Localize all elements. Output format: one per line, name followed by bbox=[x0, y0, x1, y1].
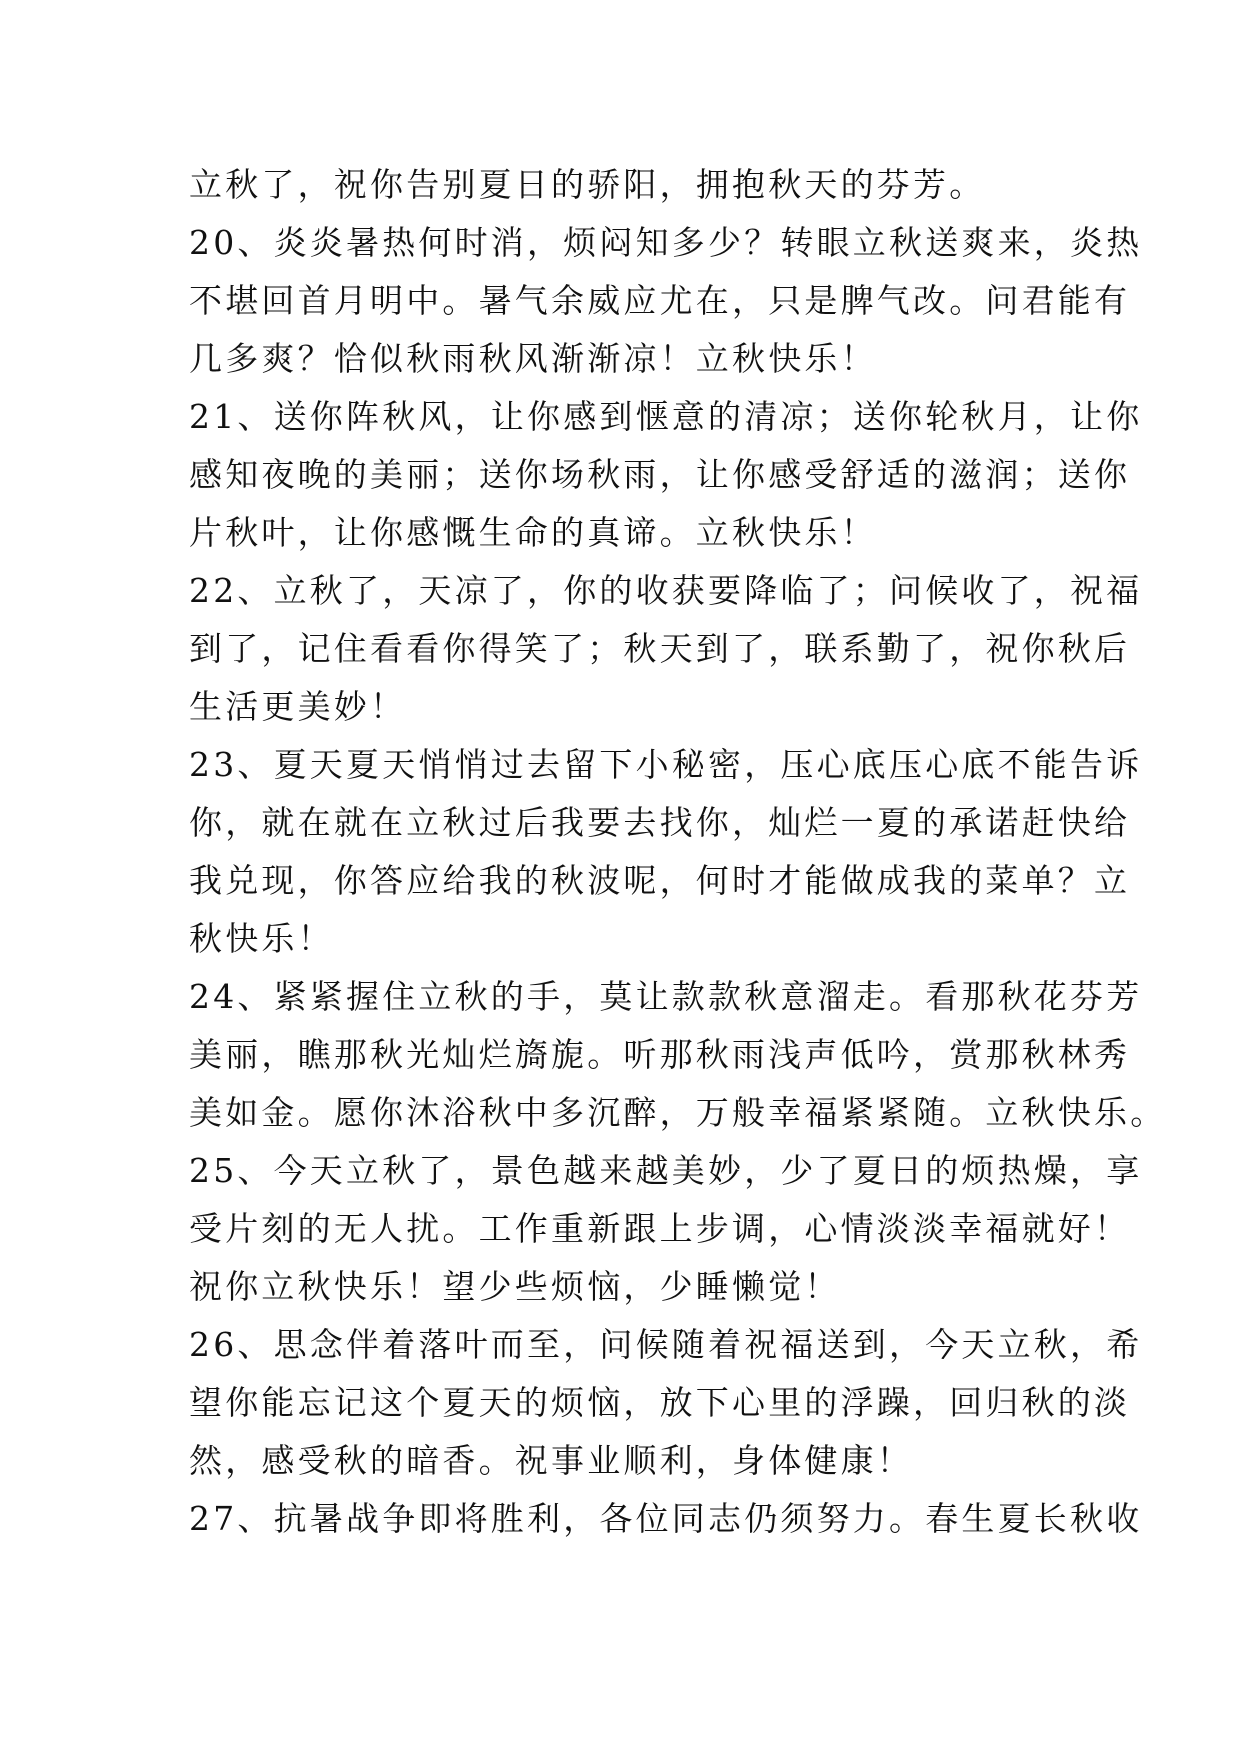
text-line: 受片刻的无人扰。工作重新跟上步调，心情淡淡幸福就好！ bbox=[189, 1209, 1131, 1248]
entry-continuation bbox=[189, 156, 1069, 214]
text-line: 我兑现，你答应给我的秋波呢，何时才能做成我的菜单？立 bbox=[189, 861, 1131, 900]
text-line: 25、今天立秋了，景色越来越美妙，少了夏日的烦热燥，享 bbox=[189, 1151, 1143, 1190]
body-text bbox=[189, 156, 1167, 1548]
text-line: 片秋叶，让你感慨生命的真谛。立秋快乐！ bbox=[189, 513, 877, 552]
text-line: 23、夏天夏天悄悄过去留下小秘密，压心底压心底不能告诉 bbox=[189, 745, 1143, 784]
text-line: 你，就在就在立秋过后我要去找你，灿烂一夏的承诺赶快给 bbox=[189, 803, 1131, 842]
text-line: 不堪回首月明中。暑气余威应尤在，只是脾气改。问君能有 bbox=[189, 281, 1131, 320]
text-line: 感知夜晚的美丽；送你场秋雨，让你感受舒适的滋润；送你 bbox=[189, 455, 1131, 494]
text-line: 望你能忘记这个夏天的烦恼，放下心里的浮躁，回归秋的淡 bbox=[189, 1383, 1131, 1422]
text-line: 24、紧紧握住立秋的手，莫让款款秋意溜走。看那秋花芬芳 bbox=[189, 977, 1143, 1016]
entry-21 bbox=[189, 388, 1143, 562]
text-line: 几多爽？恰似秋雨秋风渐渐凉！立秋快乐！ bbox=[189, 339, 877, 378]
text-line: 21、送你阵秋风，让你感到惬意的清凉；送你轮秋月，让你 bbox=[189, 397, 1143, 436]
text-line: 然，感受秋的暗香。祝事业顺利，身体健康！ bbox=[189, 1441, 913, 1480]
text-line: 祝你立秋快乐！望少些烦恼，少睡懒觉！ bbox=[189, 1267, 841, 1306]
text-line: 生活更美妙！ bbox=[189, 687, 407, 726]
text-line: 到了，记住看看你得笑了；秋天到了，联系勤了，祝你秋后 bbox=[189, 629, 1131, 668]
text-line: 22、立秋了，天凉了，你的收获要降临了；问候收了，祝福 bbox=[189, 571, 1143, 610]
text-line: 20、炎炎暑热何时消，烦闷知多少？转眼立秋送爽来，炎热 bbox=[189, 223, 1143, 262]
text-line: 27、抗暑战争即将胜利，各位同志仍须努力。春生夏长秋收 bbox=[189, 1499, 1143, 1538]
entry-27 bbox=[189, 1490, 1143, 1548]
entry-26 bbox=[189, 1316, 1143, 1490]
text-line: 秋快乐！ bbox=[189, 919, 334, 958]
text-line: 美丽，瞧那秋光灿烂旖旎。听那秋雨浅声低吟，赏那秋林秀 bbox=[189, 1035, 1131, 1074]
text-line: 26、思念伴着落叶而至，问候随着祝福送到，今天立秋，希 bbox=[189, 1325, 1143, 1364]
entry-22 bbox=[189, 562, 1143, 736]
entry-24 bbox=[189, 968, 1167, 1142]
text-line: 美如金。愿你沐浴秋中多沉醉，万般幸福紧紧随。立秋快乐。 bbox=[189, 1093, 1167, 1132]
entry-23 bbox=[189, 736, 1143, 968]
text-line: 立秋了，祝你告别夏日的骄阳，拥抱秋天的芬芳。 bbox=[189, 165, 986, 204]
entry-25 bbox=[189, 1142, 1143, 1316]
entry-20 bbox=[189, 214, 1143, 388]
